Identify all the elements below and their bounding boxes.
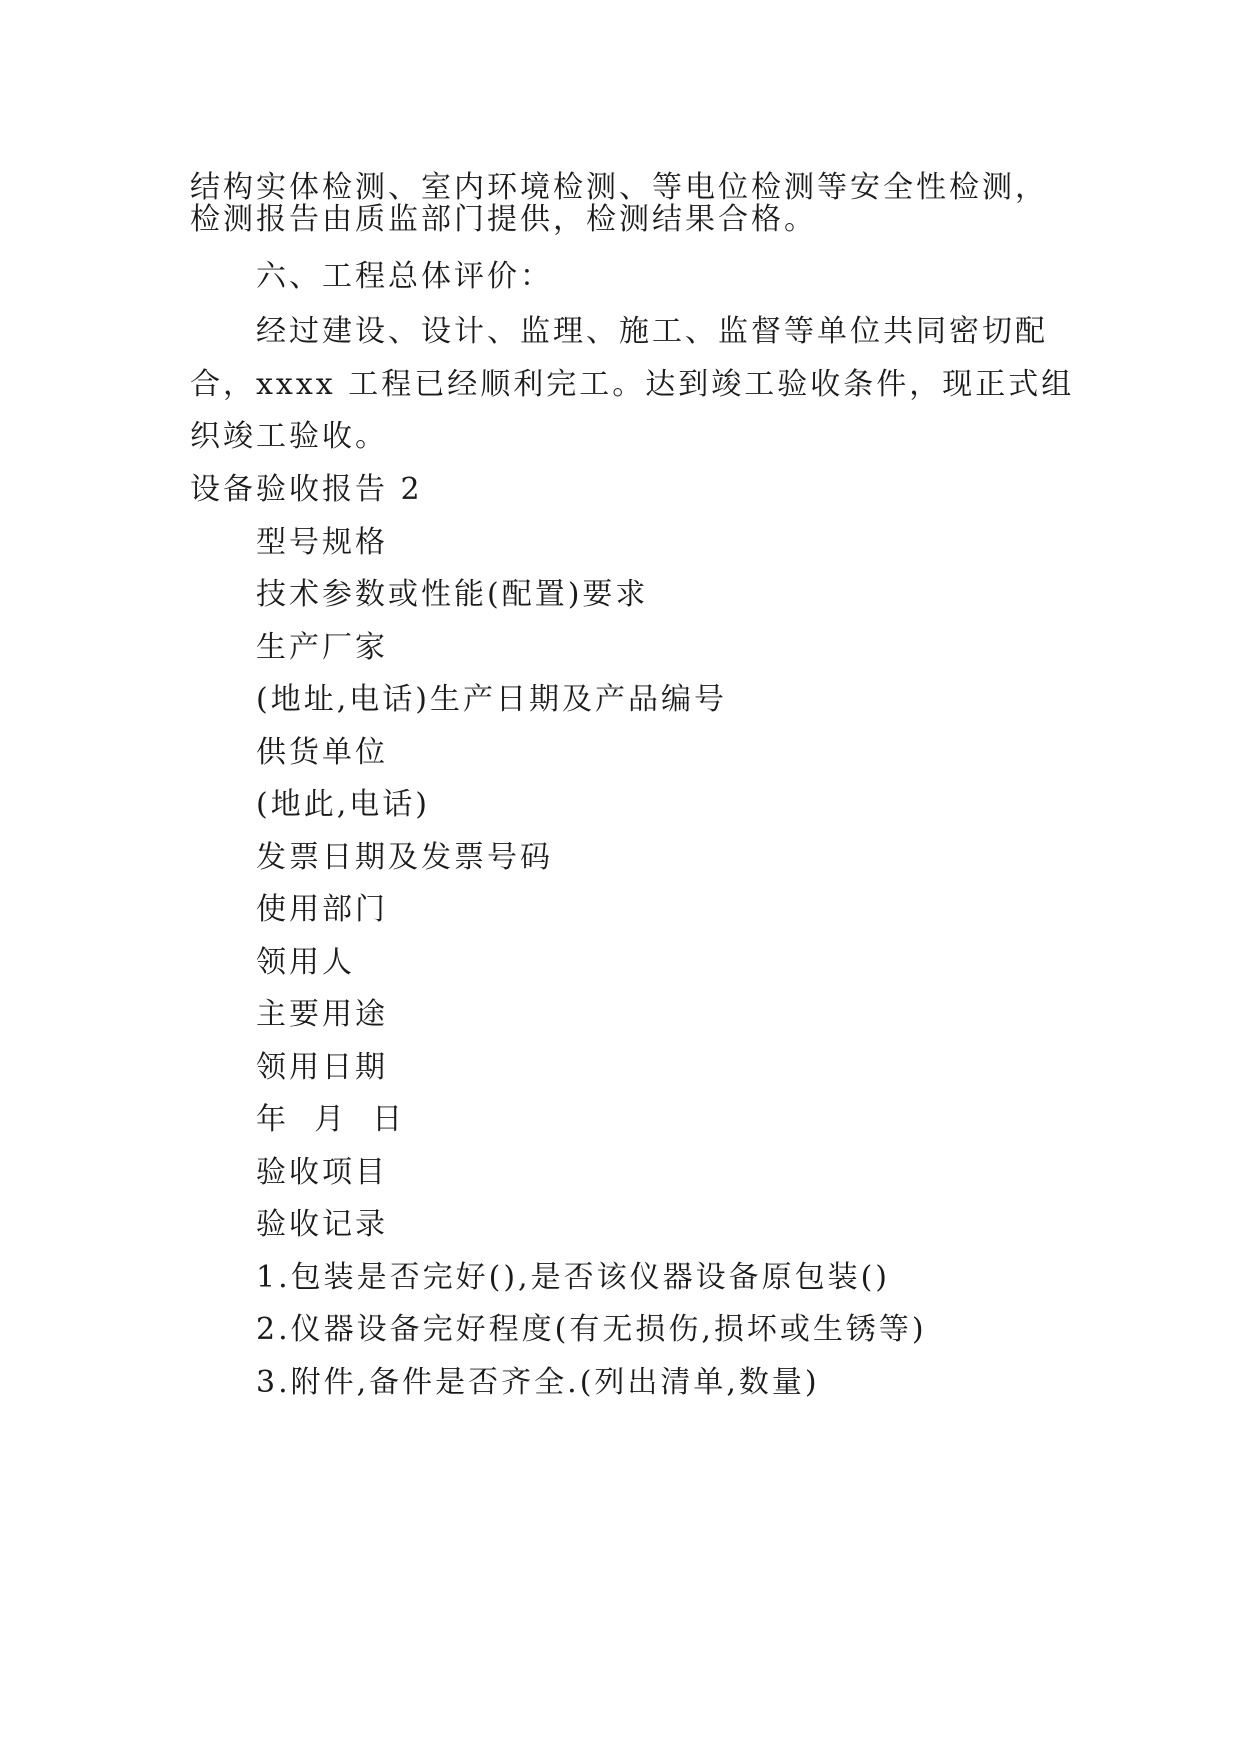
checklist-item: 1.包装是否完好(),是否该仪器设备原包装() <box>256 1260 890 1295</box>
form-field-label: 型号规格 <box>256 525 388 560</box>
form-field-label: 领用日期 <box>256 1050 388 1085</box>
form-field-label: 主要用途 <box>256 997 388 1032</box>
form-field-label: 供货单位 <box>256 735 388 770</box>
paragraph-line: 合，xxxx 工程已经顺利完工。达到竣工验收条件，现正式组 <box>190 367 1075 402</box>
form-field-label: (地址,电话)生产日期及产品编号 <box>256 682 727 717</box>
document-title: 设备验收报告 2 <box>190 472 423 507</box>
form-field-label: 验收记录 <box>256 1207 388 1242</box>
paragraph-line: 检测报告由质监部门提供，检测结果合格。 <box>190 202 817 237</box>
form-field-label: 使用部门 <box>256 892 388 927</box>
date-placeholder: 年 月 日 <box>256 1102 406 1137</box>
checklist-item: 3.附件,备件是否齐全.(列出清单,数量) <box>256 1365 820 1400</box>
paragraph-line: 结构实体检测、室内环境检测、等电位检测等安全性检测， <box>190 170 1048 205</box>
paragraph-line: 经过建设、设计、监理、施工、监督等单位共同密切配 <box>256 314 1048 349</box>
form-field-label: 生产厂家 <box>256 630 388 665</box>
form-field-label: 技术参数或性能(配置)要求 <box>256 577 649 612</box>
form-field-label: (地此,电话) <box>256 787 430 822</box>
paragraph-line: 织竣工验收。 <box>190 419 388 454</box>
form-field-label: 发票日期及发票号码 <box>256 840 553 875</box>
section-heading: 六、工程总体评价： <box>256 259 553 294</box>
form-field-label: 验收项目 <box>256 1155 388 1190</box>
checklist-item: 2.仪器设备完好程度(有无损伤,损坏或生锈等) <box>256 1312 927 1347</box>
form-field-label: 领用人 <box>256 945 355 980</box>
